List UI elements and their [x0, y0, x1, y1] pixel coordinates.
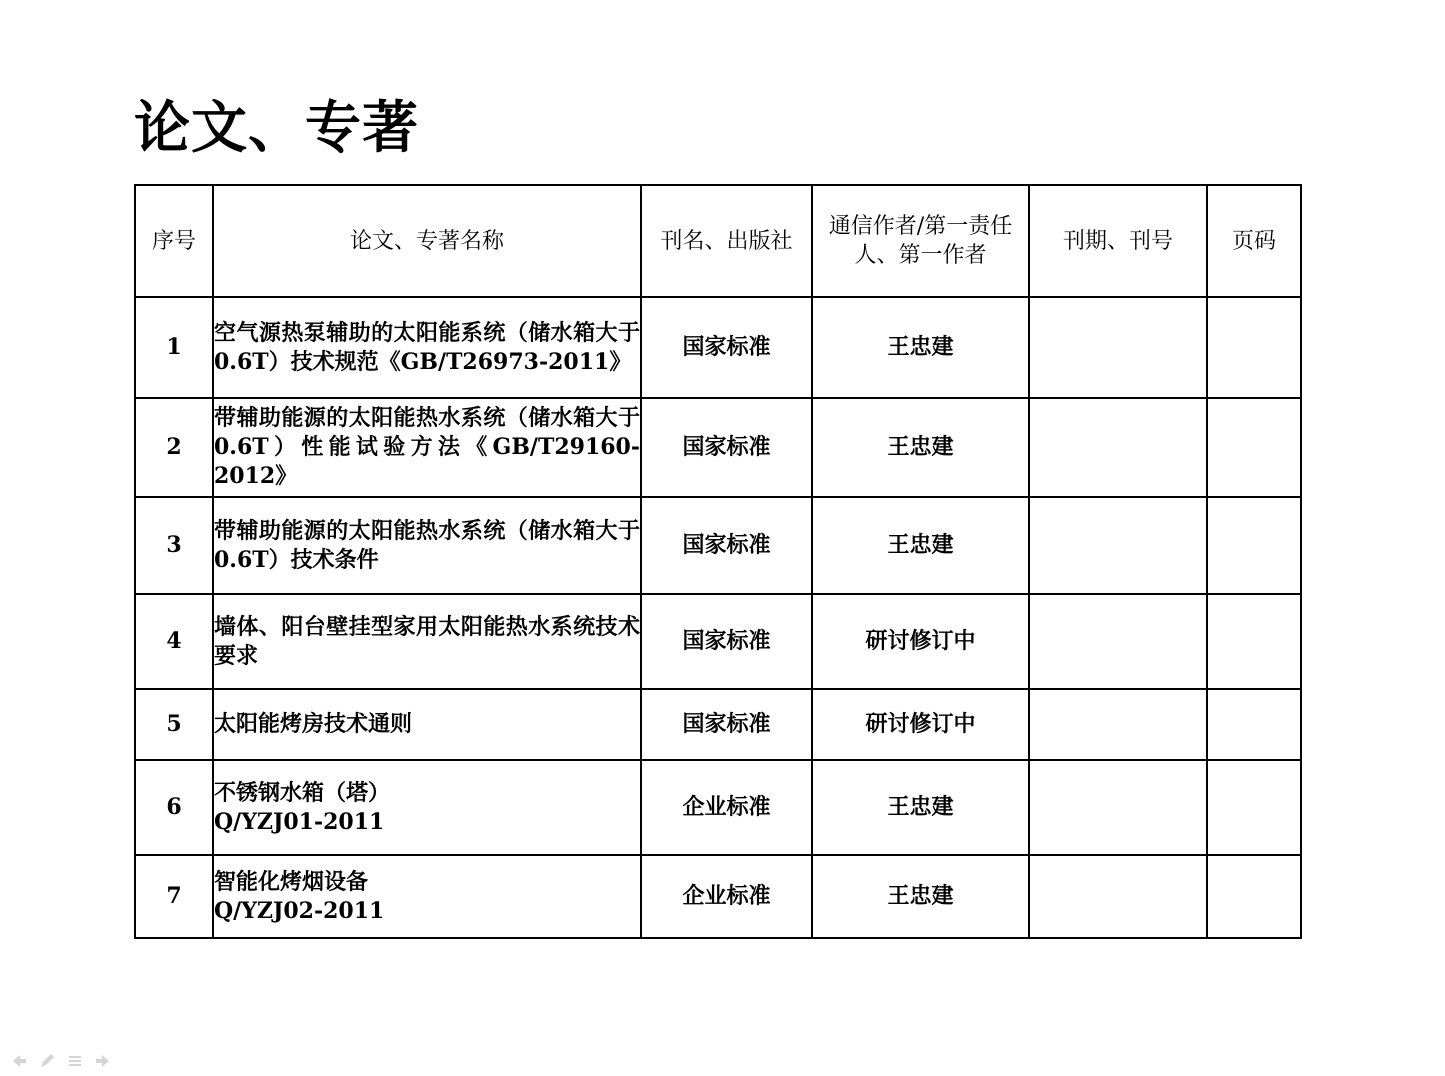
row-publisher: 企业标准	[641, 855, 812, 938]
header-publisher: 刊名、出版社	[641, 185, 812, 297]
row-pages	[1207, 497, 1301, 594]
row-name-line: 不锈钢水箱（塔）	[214, 779, 391, 806]
slideshow-controls	[10, 1052, 112, 1070]
header-issue: 刊期、刊号	[1029, 185, 1207, 297]
row-publisher: 国家标准	[641, 297, 812, 398]
row-name: 墙体、阳台壁挂型家用太阳能热水系统技术要求	[213, 594, 641, 689]
row-name	[213, 855, 641, 938]
row-author: 王忠建	[812, 497, 1029, 594]
row-author: 王忠建	[812, 398, 1029, 497]
row-issue	[1029, 297, 1207, 398]
header-row	[135, 185, 1301, 297]
row-issue	[1029, 760, 1207, 855]
row-publisher: 国家标准	[641, 398, 812, 497]
row-issue	[1029, 398, 1207, 497]
row-pages	[1207, 297, 1301, 398]
table-row	[135, 497, 1301, 594]
menu-icon[interactable]	[66, 1052, 84, 1070]
row-publisher: 国家标准	[641, 594, 812, 689]
row-author: 王忠建	[812, 297, 1029, 398]
row-name-line: 智能化烤烟设备	[214, 868, 369, 895]
row-index: 1	[135, 297, 213, 398]
row-index: 4	[135, 594, 213, 689]
row-name: 带辅助能源的太阳能热水系统（储水箱大于0.6T）技术条件	[213, 497, 641, 594]
row-name: 带辅助能源的太阳能热水系统（储水箱大于0.6T）性能试验方法《GB/T29160-2012》	[213, 398, 641, 497]
row-publisher: 国家标准	[641, 689, 812, 760]
row-issue	[1029, 689, 1207, 760]
row-index: 2	[135, 398, 213, 497]
row-index: 7	[135, 855, 213, 938]
row-name: 空气源热泵辅助的太阳能系统（储水箱大于0.6T）技术规范《GB/T26973-2011》	[213, 297, 641, 398]
header-index: 序号	[135, 185, 213, 297]
table-row	[135, 855, 1301, 938]
row-author: 研讨修订中	[812, 594, 1029, 689]
table-row	[135, 760, 1301, 855]
slide-title: 论文、专著	[134, 95, 419, 161]
table-row	[135, 297, 1301, 398]
row-index: 5	[135, 689, 213, 760]
row-index: 3	[135, 497, 213, 594]
row-issue	[1029, 497, 1207, 594]
publications-table	[134, 184, 1302, 939]
row-author: 研讨修订中	[812, 689, 1029, 760]
row-author: 王忠建	[812, 855, 1029, 938]
row-index: 6	[135, 760, 213, 855]
row-author: 王忠建	[812, 760, 1029, 855]
row-issue	[1029, 855, 1207, 938]
row-pages	[1207, 398, 1301, 497]
prev-arrow-icon[interactable]	[10, 1052, 28, 1070]
row-name: 太阳能烤房技术通则	[213, 689, 641, 760]
row-publisher: 国家标准	[641, 497, 812, 594]
table-row	[135, 594, 1301, 689]
header-pages: 页码	[1207, 185, 1301, 297]
row-publisher: 企业标准	[641, 760, 812, 855]
row-code-line: Q/YZJ02-2011	[214, 897, 385, 924]
table-row	[135, 689, 1301, 760]
pen-icon[interactable]	[38, 1052, 56, 1070]
header-name: 论文、专著名称	[213, 185, 641, 297]
row-issue	[1029, 594, 1207, 689]
row-pages	[1207, 689, 1301, 760]
row-code-line: Q/YZJ01-2011	[214, 808, 385, 835]
header-author: 通信作者/第一责任人、第一作者	[812, 185, 1029, 297]
next-arrow-icon[interactable]	[94, 1052, 112, 1070]
row-name	[213, 760, 641, 855]
row-pages	[1207, 855, 1301, 938]
row-pages	[1207, 760, 1301, 855]
row-pages	[1207, 594, 1301, 689]
table-row	[135, 398, 1301, 497]
